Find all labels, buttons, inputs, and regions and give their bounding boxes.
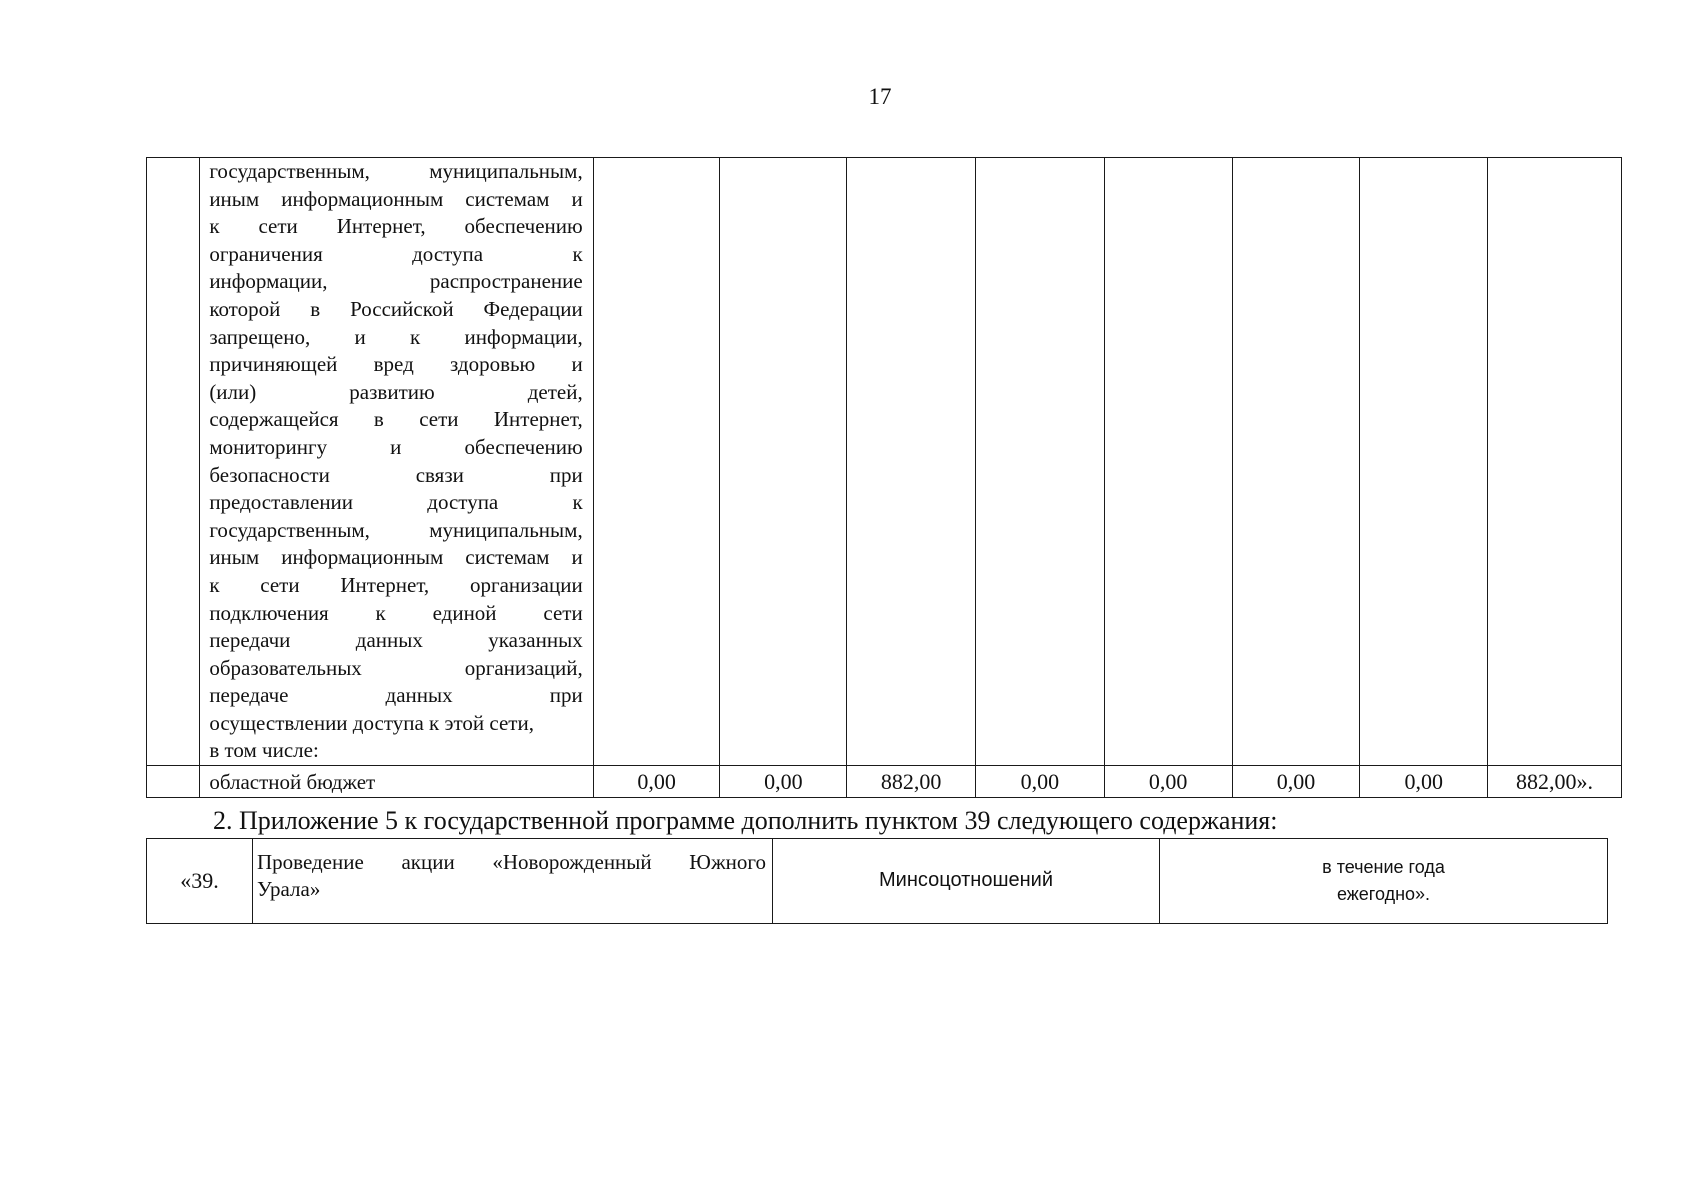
description-line: предоставлении доступа к xyxy=(209,490,583,515)
description-line: государственным, муниципальным, xyxy=(209,159,583,183)
term-line: ежегодно». xyxy=(1336,884,1431,904)
term-line: в течение года xyxy=(1322,857,1445,877)
event-line: Урала» xyxy=(257,877,321,901)
description-cell xyxy=(200,158,593,766)
description-line: осуществлении доступа к этой сети, xyxy=(209,710,534,735)
description-line: ограничения доступа к xyxy=(209,241,583,266)
description-line: государственным, муниципальным, xyxy=(209,517,583,542)
description-line: (или) развитию детей, xyxy=(209,379,583,404)
description-line: информации, распространение xyxy=(209,269,583,294)
description-line: передаче данных при xyxy=(209,683,583,708)
item-number: «39. xyxy=(147,839,253,924)
value-cell-empty xyxy=(847,158,976,766)
page-number: 17 xyxy=(868,84,892,109)
budget-label: областной бюджет xyxy=(200,766,593,798)
description-line: запрещено, и к информации, xyxy=(209,324,583,349)
value-cell-empty xyxy=(720,158,847,766)
budget-value: 0,00 xyxy=(1104,766,1232,798)
addition-row xyxy=(147,839,1608,924)
main-table xyxy=(146,157,1622,798)
value-cell-empty xyxy=(593,158,720,766)
value-cell-empty xyxy=(1232,158,1360,766)
description-line: к сети Интернет, организации xyxy=(209,572,583,597)
number-cell-empty xyxy=(147,158,200,766)
description-line: содержащейся в сети Интернет, xyxy=(209,407,583,432)
amendment-text: 2. Приложение 5 к государственной программе дополнить пунктом 39 следующего содержания: xyxy=(213,806,1278,835)
budget-value: 0,00 xyxy=(1360,766,1488,798)
term-cell xyxy=(1160,839,1608,924)
budget-value: 0,00 xyxy=(1232,766,1360,798)
value-cell-empty xyxy=(1488,158,1622,766)
description-line: мониторингу и обеспечению xyxy=(209,434,583,459)
executor-cell: Минсоцотношений xyxy=(773,839,1160,924)
budget-value: 882,00 xyxy=(847,766,976,798)
event-cell xyxy=(253,839,773,924)
description-line: иным информационным системам и xyxy=(209,186,583,211)
value-cell-empty xyxy=(976,158,1105,766)
description-row xyxy=(147,158,1622,766)
description-line: иным информационным системам и xyxy=(209,545,583,570)
description-text xyxy=(209,158,582,765)
number-cell-empty xyxy=(147,766,200,798)
description-line: которой в Российской Федерации xyxy=(209,296,583,321)
budget-value: 0,00 xyxy=(976,766,1105,798)
description-line: подключения к единой сети xyxy=(209,600,583,625)
value-cell-empty xyxy=(1104,158,1232,766)
description-line: передачи данных указанных xyxy=(209,628,583,653)
description-line: причиняющей вред здоровью и xyxy=(209,352,583,377)
description-line: образовательных организаций, xyxy=(209,655,583,680)
description-line: в том числе: xyxy=(209,738,319,763)
description-line: к сети Интернет, обеспечению xyxy=(209,214,583,239)
budget-value: 0,00 xyxy=(593,766,720,798)
value-cell-empty xyxy=(1360,158,1488,766)
budget-row xyxy=(147,766,1622,798)
addition-table xyxy=(146,838,1608,924)
budget-value-total: 882,00». xyxy=(1488,766,1622,798)
budget-value: 0,00 xyxy=(720,766,847,798)
event-line: Проведение акции «Новорожденный Южного xyxy=(257,850,766,874)
description-line: безопасности связи при xyxy=(209,462,583,487)
